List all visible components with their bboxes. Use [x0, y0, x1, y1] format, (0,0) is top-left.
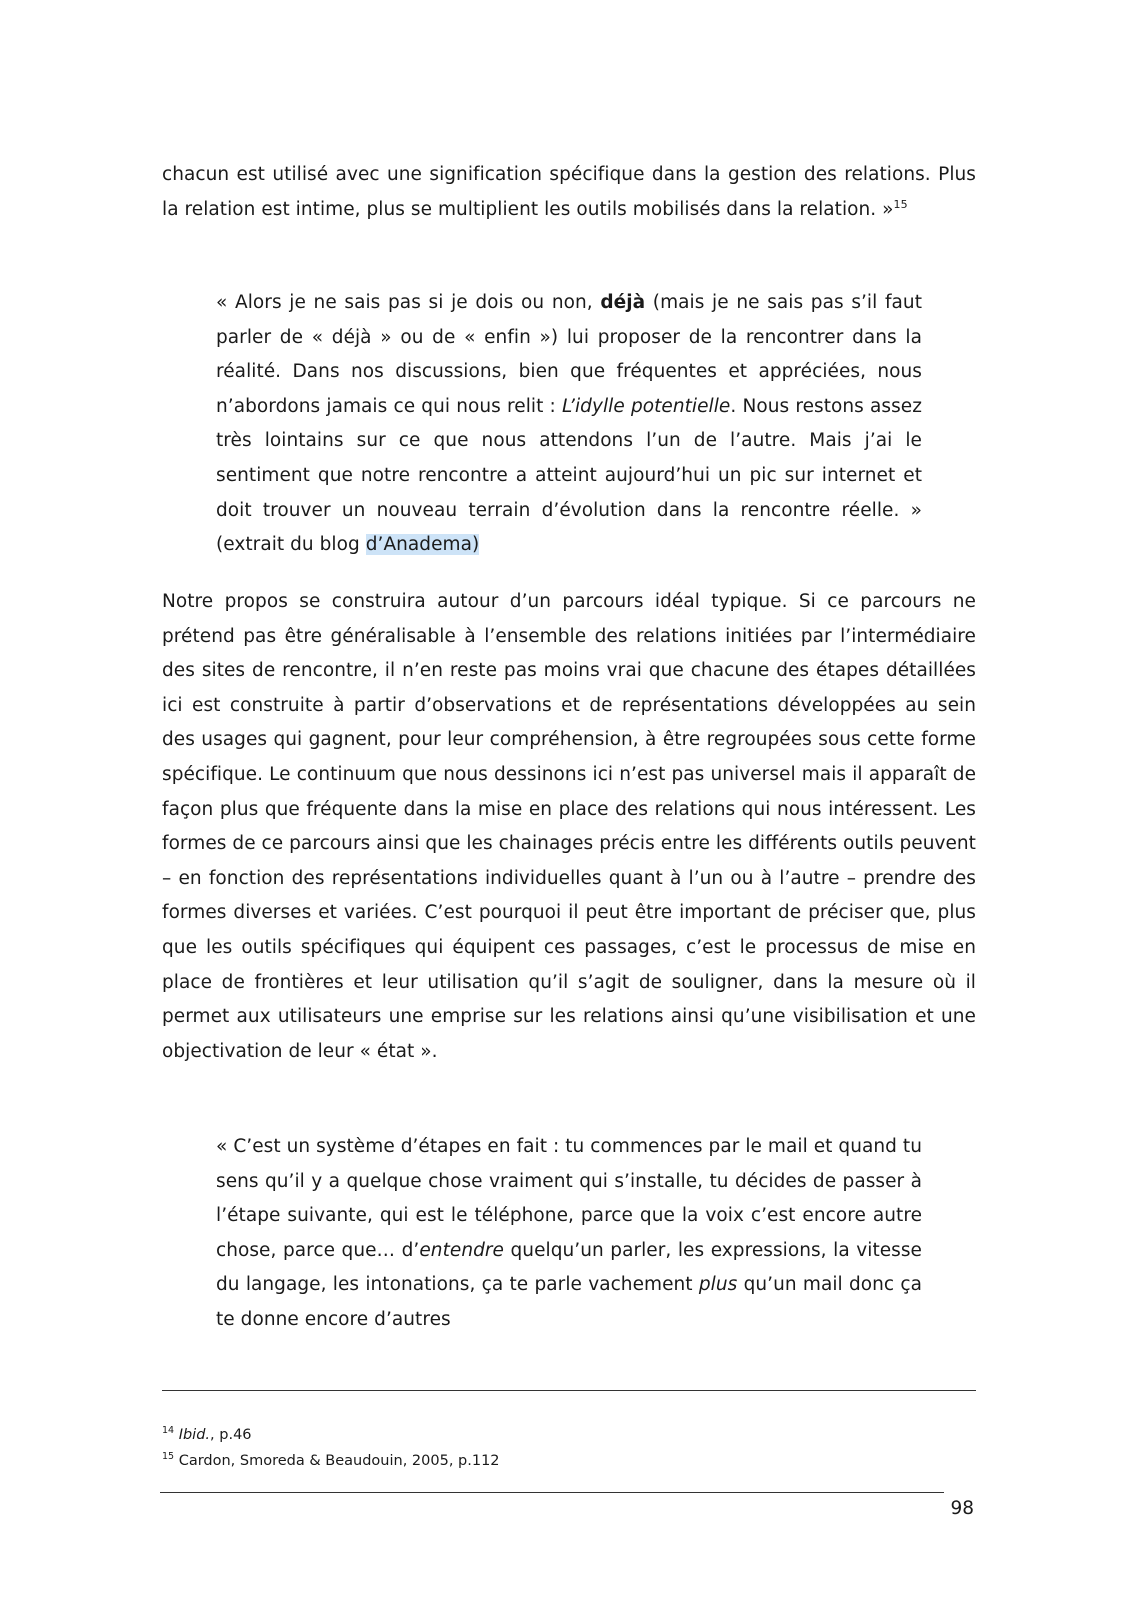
- quote-1-text-end: . Nous restons assez très lointains sur ce que nous attendons l’un de l’autre. Mais j’ai le sentiment que notre rencontre a atteint aujourd’hui un pic sur internet et doit trouver un nouveau terrain d’évolution dans la rencontre réelle. » (extrait du blog: [216, 395, 922, 556]
- selected-text[interactable]: d’Anadema): [365, 534, 480, 556]
- quote-2-text: « C’est un système d’étapes en fait : tu commences par le mail et quand tu sens qu’il y a quelque chose vraiment qui s’installe, tu décides de passer à l’étape suivante, qui est le téléphone, parce que la voix c’est encore autre chose, parce que… d’: [216, 1136, 922, 1261]
- quote-2-text-end: qu’un mail donc ça te donne encore d’autres: [216, 1274, 922, 1330]
- footnote-ref-15[interactable]: 15: [893, 197, 908, 211]
- footnote-text: Cardon, Smoreda & Beaudouin, 2005, p.112: [178, 1453, 500, 1469]
- quote-2-text-continued: quelqu’un parler, les expressions, la vitesse du langage, les intonations, ça te parle vachement: [216, 1239, 922, 1296]
- page-number: 98: [950, 1498, 974, 1519]
- quote-1-italic-phrase: L’idylle potentielle: [562, 395, 731, 417]
- footnote-separator: [162, 1390, 976, 1391]
- paragraph-1-text: chacun est utilisé avec une signification spécifique dans la gestion des relations. Plus la relation est intime, plus se multiplient les outils mobilisés dans la relation. »: [162, 164, 976, 220]
- footnote-number: 15: [162, 1451, 175, 1463]
- quote-1-text: « Alors je ne sais pas si je dois ou non,: [216, 292, 601, 313]
- body-paragraph-1: [162, 158, 976, 227]
- footnote-italic: Ibid.: [178, 1427, 211, 1443]
- quote-2-italic-word-1: entendre: [419, 1239, 504, 1261]
- quote-2-italic-word-2: plus: [698, 1274, 738, 1296]
- footer-rule: [160, 1492, 944, 1493]
- footnote-number: 14: [162, 1425, 175, 1437]
- block-quote-1: [216, 286, 922, 563]
- footnote-14: [162, 1424, 252, 1446]
- quote-1-bold-word: déjà: [600, 292, 646, 313]
- block-quote-2: [216, 1130, 922, 1338]
- quote-1-text-continued: (mais je ne sais pas s’il faut parler de « déjà » ou de « enfin ») lui proposer de la rencontrer dans la réalité. Dans nos discussions, bien que fréquentes et appréciées, nous n’abordons jamais ce qui nous relit :: [216, 292, 922, 417]
- footnote-text: , p.46: [210, 1427, 252, 1443]
- body-paragraph-2: Notre propos se construira autour d’un parcours idéal typique. Si ce parcours ne prétend pas être généralisable à l’ensemble des relations initiées par l’intermédiaire des sites de rencontre, il n’en reste pas moins vrai que chacune des étapes détaillées ici est construite à partir d’observations et de représentations développées au sein des usages qui gagnent, pour leur compréhension, à être regroupées sous cette forme spécifique. Le continuum que nous dessinons ici n’est pas universel mais il apparaît de façon plus que fréquente dans la mise en place des relations qui nous intéressent. Les formes de ce parcours ainsi que les chainages précis entre les différents outils peuvent – en fonction des représentations individuelles quant à l’un ou à l’autre – prendre des formes diverses et variées. C’est pourquoi il peut être important de préciser que, plus que les outils spécifiques qui équipent ces passages, c’est le processus de mise en place de frontières et leur utilisation qu’il s’agit de souligner, dans la mesure où il permet aux utilisateurs une emprise sur les relations ainsi qu’une visibilisation et une objectivation de leur « état ».: [162, 591, 976, 1062]
- footnote-15: [162, 1450, 500, 1472]
